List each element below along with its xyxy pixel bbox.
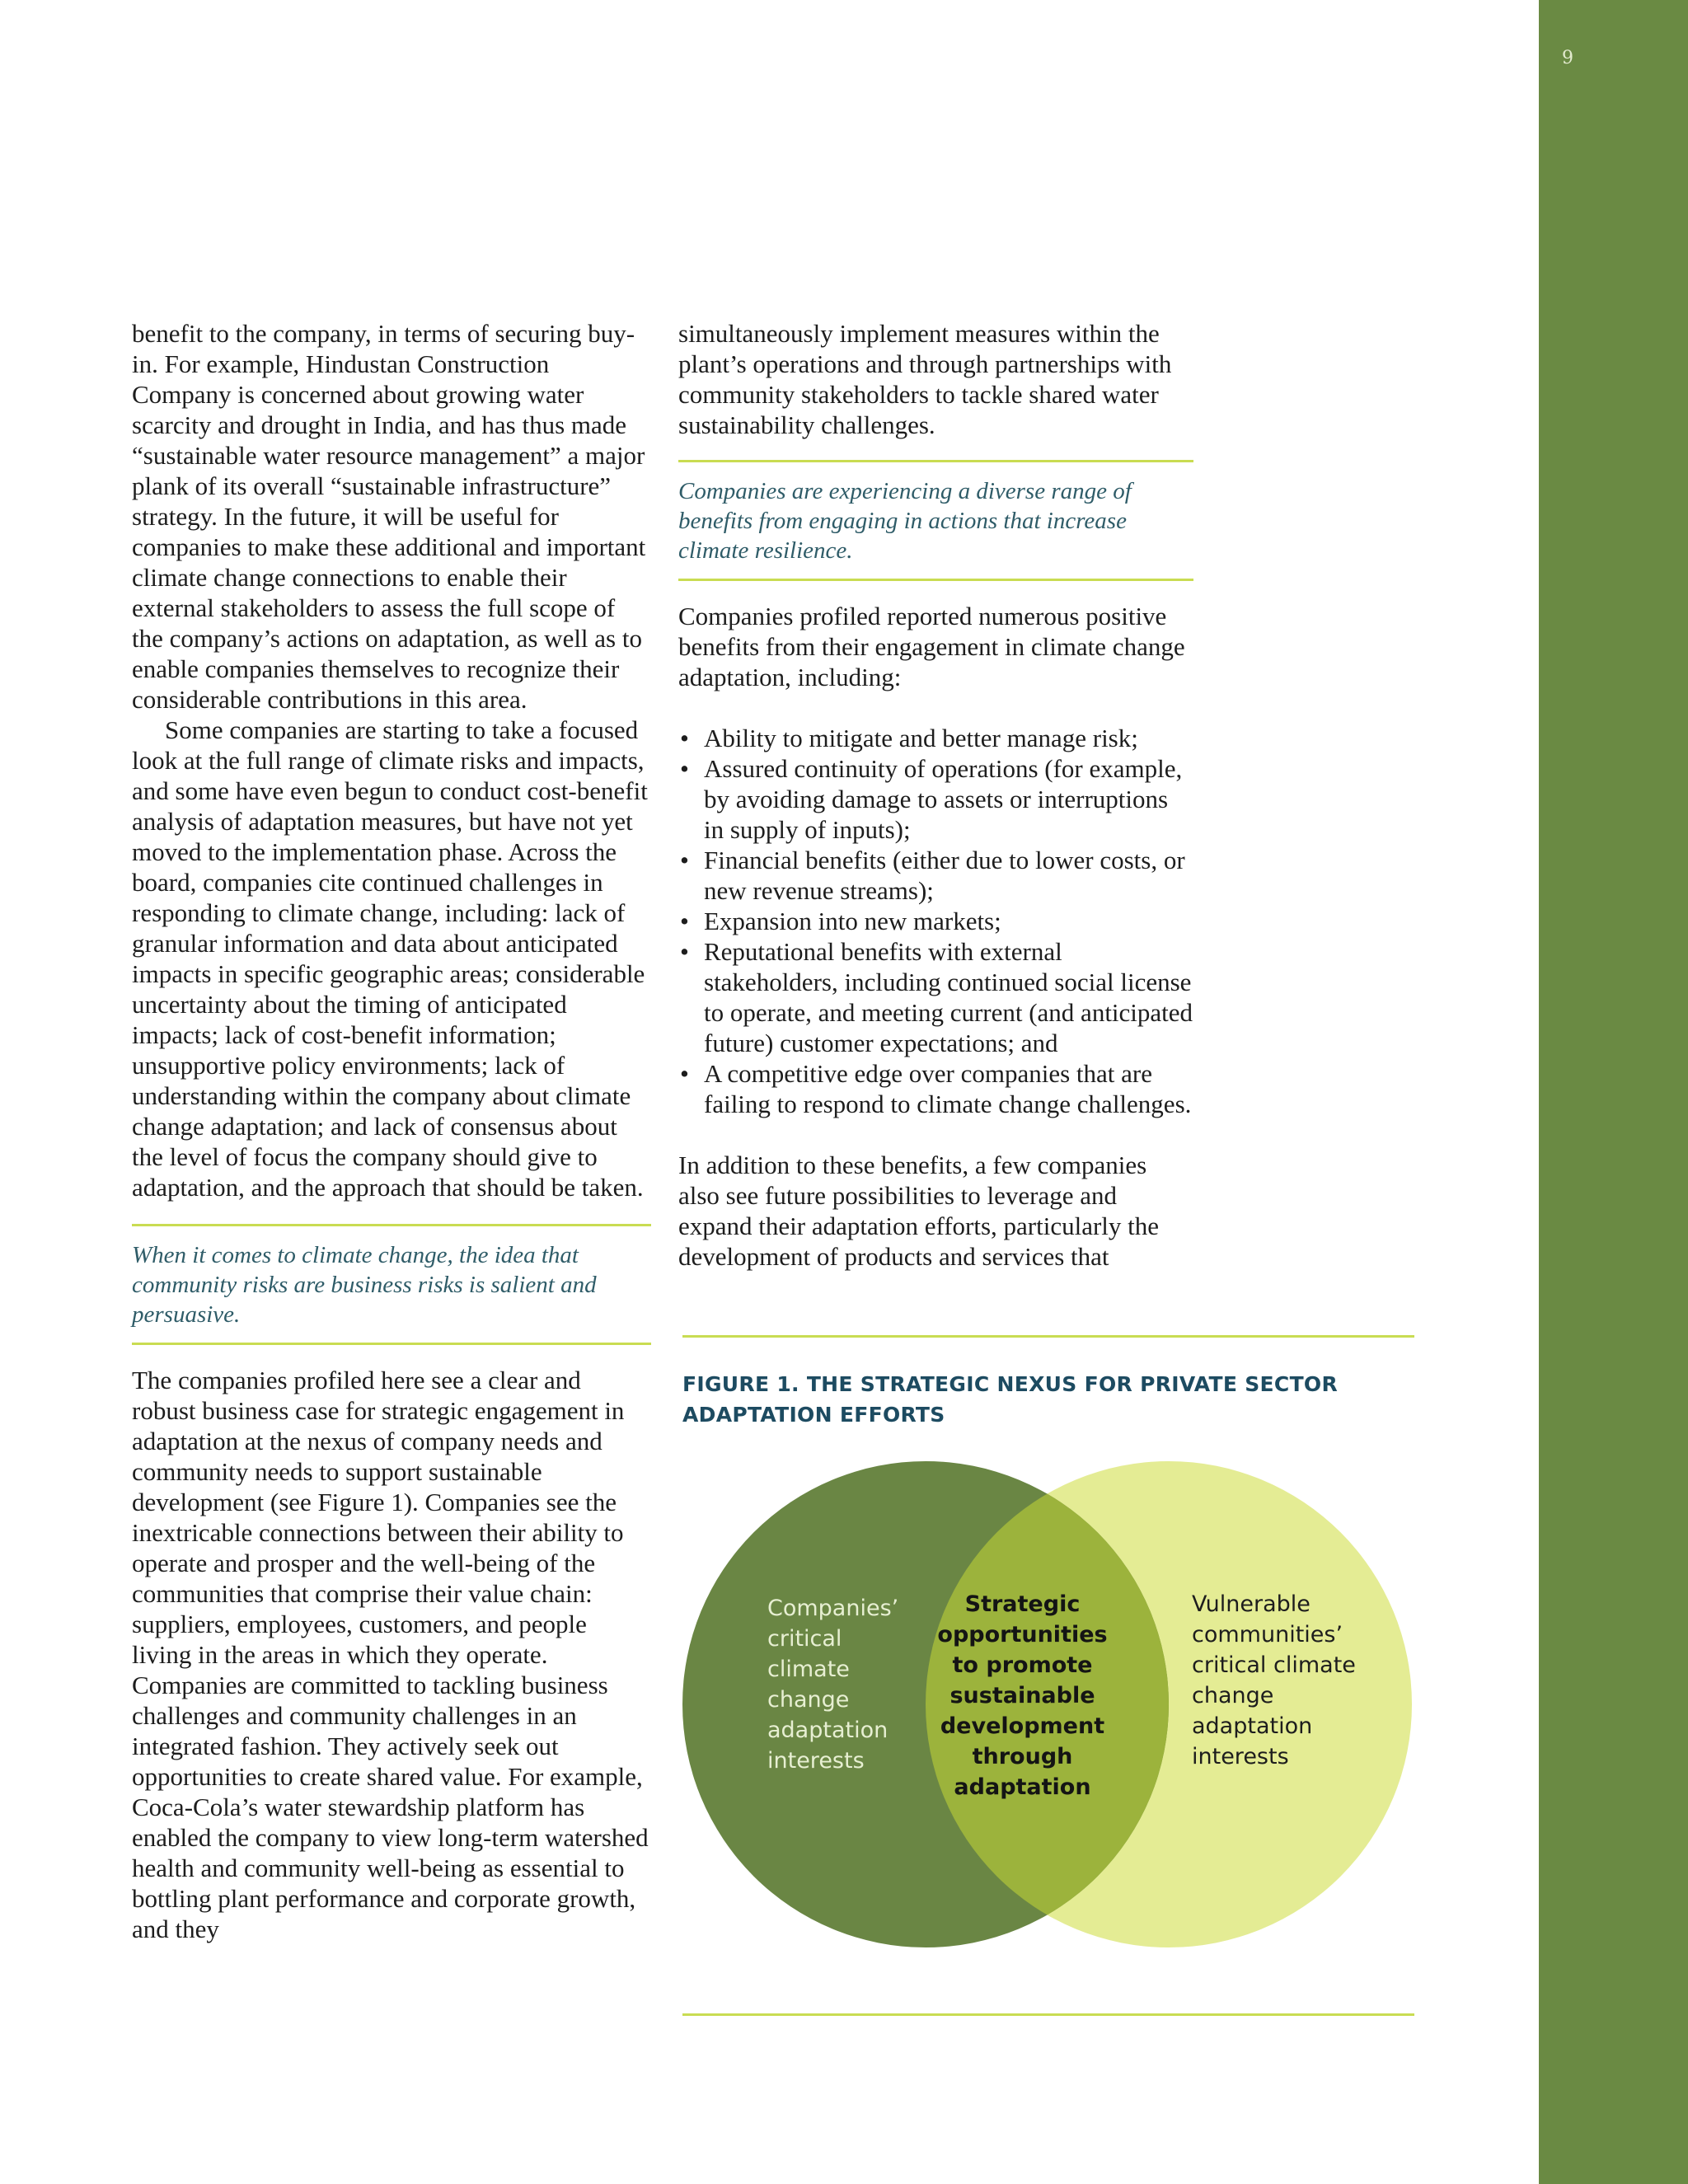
list-item: • Reputational benefits with external stakeholders, including continued social license to operate, and meeting current (and anticipated future) customer expectations; and (678, 936, 1193, 1058)
list-item: • Expansion into new markets; (678, 906, 1193, 936)
venn-center-label: Strategic opportunities to promote sustainable development through adaptation (937, 1591, 1108, 1800)
venn-left-label: Companies’ critical climate change adaptation interests (767, 1596, 899, 1774)
figure-1 (682, 1335, 1414, 2016)
right-column (678, 318, 1193, 1272)
body-paragraph: Companies profiled reported numerous positive benefits from their engagement in climate change adaptation, including: (678, 602, 1185, 691)
benefits-list (678, 723, 1193, 1119)
figure-title: FIGURE 1. THE STRATEGIC NEXUS FOR PRIVATE SECTOR ADAPTATION EFFORTS (682, 1372, 1339, 1427)
pull-quote: Companies are experiencing a diverse range of benefits from engaging in actions that increase climate resilience. (678, 460, 1193, 581)
body-paragraph: In addition to these benefits, a few companies also see future possibilities to leverage and expand their adaptation efforts, particularly the development of products and services that (678, 1151, 1160, 1271)
list-item: • Ability to mitigate and better manage risk; (678, 723, 1193, 753)
list-item: • Assured continuity of operations (for example, by avoiding damage to assets or interruptions in supply of inputs); (678, 753, 1193, 845)
left-column (132, 318, 651, 1944)
body-paragraph: The companies profiled here see a clear and robust business case for strategic engagement in adaptation at the nexus of company needs and community needs to support sustainable development (see Figure 1). Companies see the inextricable connections between their ability to operate and prosper and the well-being of the communities that comprise their value chain: suppliers, employees, customers, and people living in the areas in which they operate. Companies are committed to tackling business challenges and community challenges in an integrated fashion. They actively seek out opportunities to create shared value. For example, Coca-Cola’s water stewardship platform has enabled the company to view long-term watershed health and community well-being as essential to bottling plant performance and corporate growth, and they (132, 1366, 649, 1943)
body-paragraph: Some companies are starting to take a focused look at the full range of climate risks and impacts, and some have even begun to conduct cost-benefit analysis of adaptation measures, but have not yet moved to the implementation phase. Across the board, companies cite continued challenges in responding to climate change, including: lack of granular information and data about anticipated impacts in specific geographic areas; considerable uncertainty about the timing of anticipated impacts; lack of cost-benefit information; unsupportive policy environments; lack of understanding within the company about climate change adaptation; and lack of consensus about the level of focus the company should give to adaptation, and the approach that should be taken. (132, 715, 648, 1202)
pull-quote: When it comes to climate change, the idea that community risks are business risks is salient and persuasive. (132, 1224, 651, 1345)
venn-right-label: Vulnerable communities’ critical climate change adaptation interests (1192, 1591, 1356, 1769)
page-number: 9 (1562, 48, 1573, 68)
body-paragraph: benefit to the company, in terms of securing buy-in. For example, Hindustan Construction Company is concerned about growing water scarcity and drought in India, and has thus made “sustainable water resource management” a major plank of its overall “sustainable infrastructure” strategy. In the future, it will be useful for companies to make these additional and important climate change connections to enable their external stakeholders to assess the full scope of the company’s actions on adaptation, as well as to enable companies themselves to recognize their considerable contributions in this area. (132, 319, 646, 714)
list-item: • A competitive edge over companies that are failing to respond to climate change challenges. (678, 1058, 1193, 1119)
page-sidebar-band (1539, 0, 1688, 2184)
list-item: • Financial benefits (either due to lower costs, or new revenue streams); (678, 845, 1193, 906)
body-paragraph: simultaneously implement measures within the plant’s operations and through partnerships with community stakeholders to tackle shared water sustainability challenges. (678, 319, 1172, 439)
